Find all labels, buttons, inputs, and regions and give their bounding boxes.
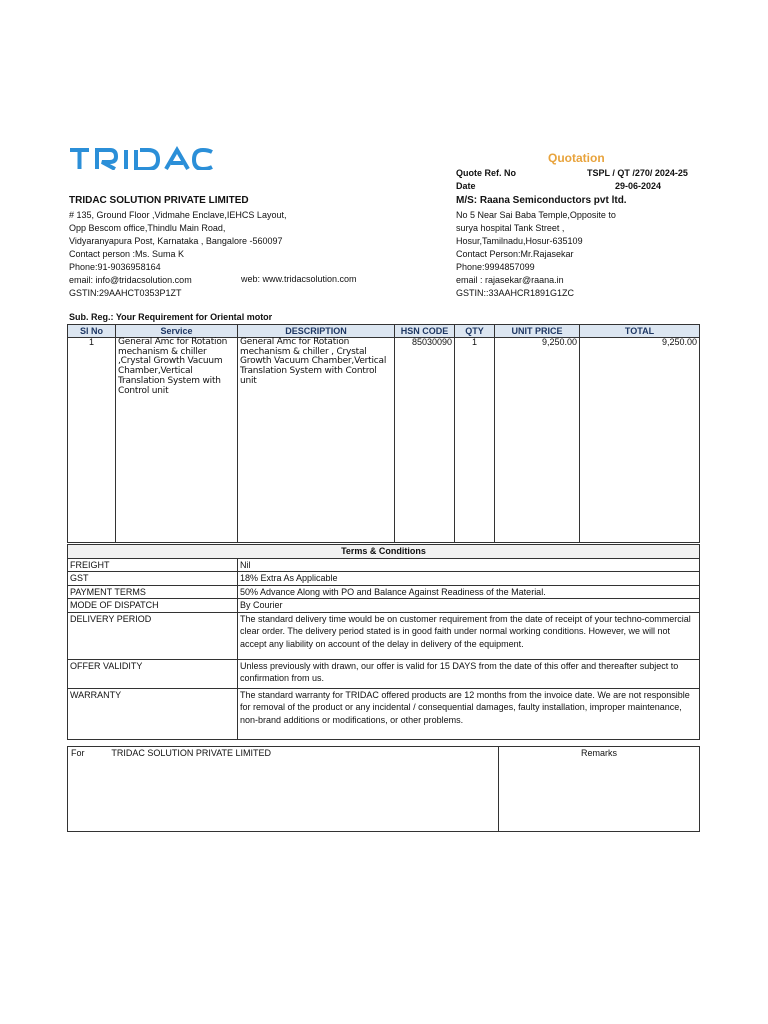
signature-row: [68, 747, 700, 832]
quote-ref-label: Quote Ref. No: [456, 168, 516, 178]
terms-row-delivery: [68, 612, 700, 659]
cell-description: General Amc for Rotation mechanism & chiller , Crystal Growth Vacuum Chamber,Vertical Translation System with Control unit: [238, 338, 395, 543]
cell-qty: 1: [455, 338, 495, 543]
terms-row-freight: [68, 558, 700, 572]
seller-web: web: www.tridacsolution.com: [241, 274, 357, 284]
col-header-hsn: HSN CODE: [395, 325, 455, 338]
term-value: Nil: [238, 558, 700, 572]
col-header-total: TOTAL: [580, 325, 700, 338]
customer-phone: Phone:9994857099: [456, 262, 535, 272]
signature-cell: [68, 747, 499, 832]
table-row: [68, 338, 700, 543]
seller-address-line: Opp Bescom office,Thindlu Main Road,: [69, 223, 226, 233]
terms-row-gst: [68, 572, 700, 586]
terms-row-validity: [68, 659, 700, 688]
seller-contact: Contact person :Ms. Suma K: [69, 249, 185, 259]
customer-email: email : rajasekar@raana.in: [456, 275, 564, 285]
customer-address-line: Hosur,Tamilnadu,Hosur-635109: [456, 236, 583, 246]
term-value: By Courier: [238, 599, 700, 613]
term-label: PAYMENT TERMS: [68, 585, 238, 599]
subject-line: Sub. Reg.: Your Requirement for Oriental motor: [69, 312, 273, 322]
cell-unit-price: 9,250.00: [495, 338, 580, 543]
customer-address-line: surya hospital Tank Street ,: [456, 223, 565, 233]
terms-header-row: [68, 545, 700, 559]
cell-service: General Amc for Rotation mechanism & chiller ,Crystal Growth Vacuum Chamber,Vertical Translation System with Control unit: [116, 338, 238, 543]
seller-email: email: info@tridacsolution.com: [69, 275, 192, 285]
seller-address-line: # 135, Ground Floor ,Vidmahe Enclave,IEHCS Layout,: [69, 210, 287, 220]
items-table: [67, 324, 700, 543]
for-label: For: [71, 748, 85, 758]
terms-table: [67, 544, 700, 740]
seller-address: [69, 209, 286, 300]
term-value: 50% Advance Along with PO and Balance Against Readiness of the Material.: [238, 585, 700, 599]
date-label: Date: [456, 181, 476, 191]
customer-name: M/S: Raana Semiconductors pvt ltd.: [456, 195, 627, 206]
term-value: Unless previously with drawn, our offer is valid for 15 DAYS from the date of this offer and thereafter subject to confirmation from us.: [238, 659, 700, 688]
terms-title: Terms & Conditions: [68, 545, 700, 559]
cell-hsn: 85030090: [395, 338, 455, 543]
seller-gstin: GSTIN:29AAHCT0353P1ZT: [69, 288, 182, 298]
quote-ref-value: TSPL / QT /270/ 2024-25: [587, 168, 688, 178]
remarks-cell: [499, 747, 700, 832]
terms-row-dispatch: [68, 599, 700, 613]
term-label: DELIVERY PERIOD: [68, 612, 238, 659]
seller-name: TRIDAC SOLUTION PRIVATE LIMITED: [69, 195, 249, 206]
term-label: WARRANTY: [68, 688, 238, 739]
col-header-qty: QTY: [455, 325, 495, 338]
col-header-sl-no: Sl No: [68, 325, 116, 338]
term-label: MODE OF DISPATCH: [68, 599, 238, 613]
quotation-title: Quotation: [548, 151, 605, 165]
customer-address-line: No 5 Near Sai Baba Temple,Opposite to: [456, 210, 616, 220]
col-header-description: DESCRIPTION: [238, 325, 395, 338]
signature-table: [67, 746, 700, 832]
term-label: OFFER VALIDITY: [68, 659, 238, 688]
customer-contact: Contact Person:Mr.Rajasekar: [456, 249, 574, 259]
terms-row-payment: [68, 585, 700, 599]
customer-address: [456, 209, 616, 300]
terms-row-warranty: [68, 688, 700, 739]
term-label: GST: [68, 572, 238, 586]
col-header-unit-price: UNIT PRICE: [495, 325, 580, 338]
term-label: FREIGHT: [68, 558, 238, 572]
cell-sl-no: 1: [68, 338, 116, 543]
company-logo: [69, 146, 215, 170]
customer-gstin: GSTIN::33AAHCR1891G1ZC: [456, 288, 575, 298]
seller-address-line: Vidyaranyapura Post, Karnataka , Bangalore -560097: [69, 236, 283, 246]
signature-company: TRIDAC SOLUTION PRIVATE LIMITED: [111, 748, 272, 758]
col-header-service: Service: [116, 325, 238, 338]
date-value: 29-06-2024: [615, 181, 662, 191]
seller-phone: Phone:91-9036958164: [69, 262, 161, 272]
items-header-row: [68, 325, 700, 338]
remarks-label: Remarks: [580, 748, 617, 758]
term-value: The standard delivery time would be on customer requirement from the date of receipt of your techno-commercial clear order. The delivery period stated is in good faith under normal working conditions. However, we will not accept any liability on account of the delay in delivery of the equipment.: [238, 612, 700, 659]
cell-total: 9,250.00: [580, 338, 700, 543]
term-value: The standard warranty for TRIDAC offered products are 12 months from the invoice date. We are not responsible for removal of the product or any incidental / consequential damages, faulty installation, improper maintenance, non-brand additions or modifications, or other problems.: [238, 688, 700, 739]
term-value: 18% Extra As Applicable: [238, 572, 700, 586]
